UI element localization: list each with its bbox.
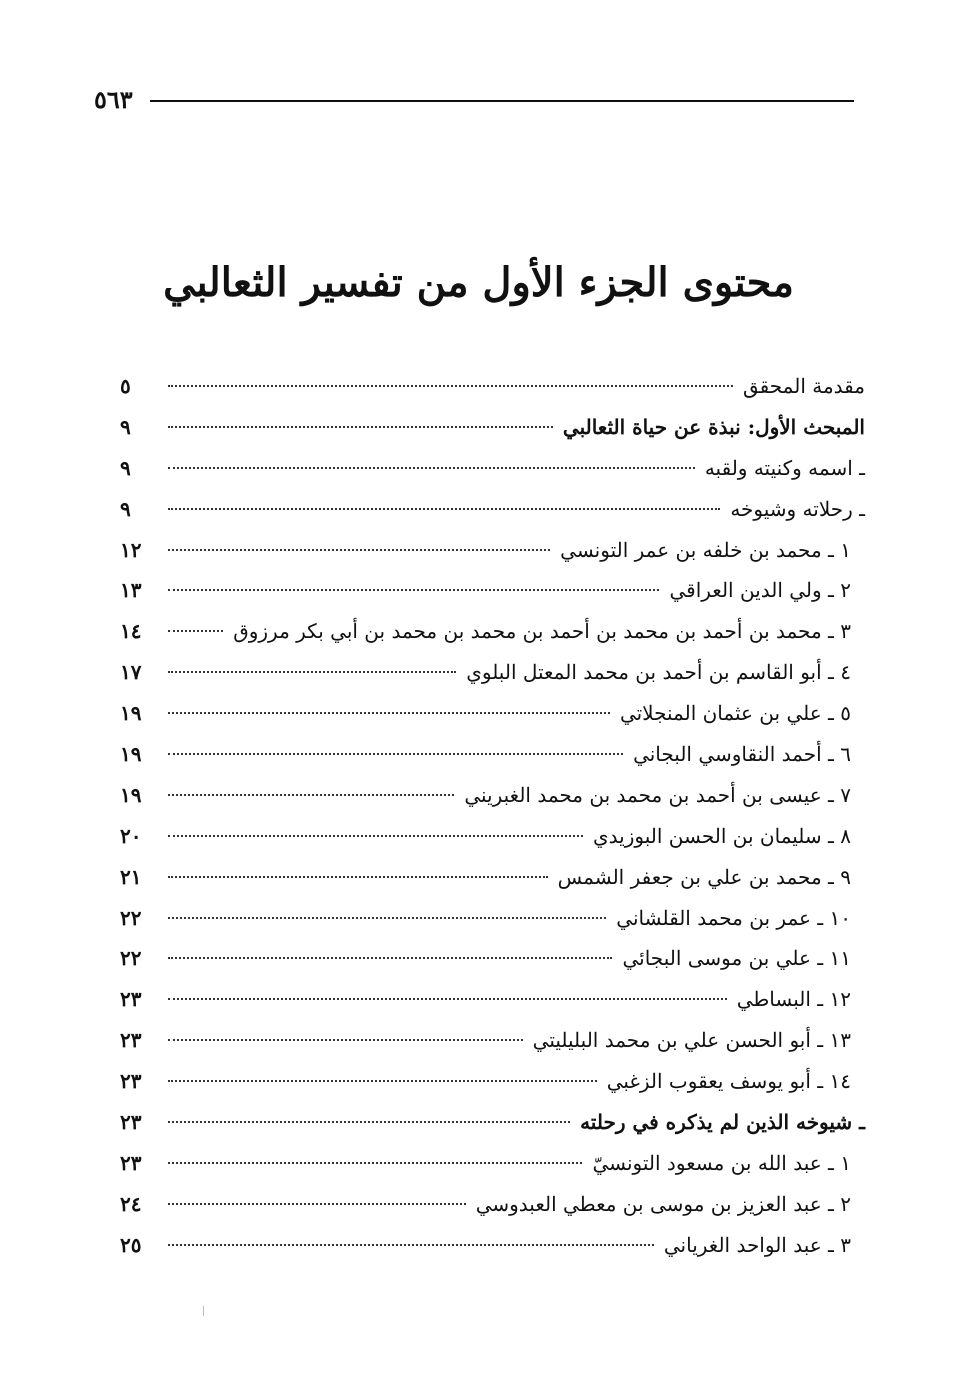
toc-entry-page: ١٩ [120, 701, 142, 726]
page-number: ٥٦٣ [94, 85, 133, 114]
toc-entry [120, 902, 865, 943]
toc-entry-title: ١ ـ عبد الله بن مسعود التونسيّ [592, 1150, 851, 1175]
toc-entry [120, 493, 865, 534]
toc-entry-title: ٥ ـ علي بن عثمان المنجلاتي [619, 701, 851, 726]
toc-entry-title: ٦ ـ أحمد النقاوسي البجاني [633, 742, 851, 767]
dot-leader [168, 794, 454, 796]
toc-entry-page: ٢٥ [120, 1232, 142, 1257]
toc-entry-title: ـ رحلاته وشيوخه [730, 496, 865, 521]
toc-entry-page: ١٤ [120, 619, 142, 644]
toc-entry-title: ١٢ ـ البساطي [736, 987, 851, 1012]
toc-entry-page: ١٣ [120, 578, 142, 603]
toc-entry [120, 411, 865, 452]
dot-leader [168, 1244, 654, 1246]
toc-entry [120, 1147, 865, 1188]
dot-leader [168, 876, 548, 878]
toc-entry [120, 370, 865, 411]
dot-leader [168, 467, 695, 469]
toc-entry [120, 738, 865, 779]
toc-entry [120, 1065, 865, 1106]
toc-entry-title: ١٤ ـ أبو يوسف يعقوب الزغبي [606, 1069, 851, 1094]
toc-entry [120, 1106, 865, 1147]
toc-entry-title: ١ ـ محمد بن خلفه بن عمر التونسي [560, 537, 851, 562]
toc-entry-page: ١٩ [120, 782, 142, 807]
toc-entry [120, 615, 865, 656]
toc-entry-page: ٩ [120, 455, 131, 480]
toc-entry [120, 1024, 865, 1065]
toc-entry-page: ٢٤ [120, 1191, 142, 1216]
toc-entry [120, 820, 865, 861]
page-title: محتوى الجزء الأول من تفسير الثعالبي [163, 259, 794, 306]
dot-leader [168, 426, 553, 428]
dot-leader [168, 630, 223, 632]
toc-entry-title: ٣ ـ محمد بن أحمد بن محمد بن أحمد بن محمد بن محمد بن أبي بكر مرزوق [233, 619, 851, 644]
toc-entry-title: مقدمة المحقق [742, 374, 865, 398]
scan-mark [203, 1306, 204, 1316]
toc-entry-page: ٥ [120, 374, 131, 398]
dot-leader [168, 1162, 582, 1164]
toc-entry-page: ٢٠ [120, 823, 142, 848]
header-rule [150, 100, 854, 102]
toc-entry [120, 861, 865, 902]
dot-leader [168, 1203, 466, 1205]
toc-entry-title: ٢ ـ ولي الدين العراقي [669, 578, 851, 603]
toc-entry-page: ١٢ [120, 537, 142, 562]
dot-leader [168, 1080, 597, 1082]
toc-entry-title: ١١ ـ علي بن موسى البجائي [622, 946, 851, 971]
dot-leader [168, 671, 456, 673]
toc-entry-page: ٢٣ [120, 987, 142, 1012]
toc-entry-title: ١٠ ـ عمر بن محمد القلشاني [616, 905, 851, 930]
toc-entry-page: ٢٣ [120, 1028, 142, 1053]
toc-entry-page: ١٩ [120, 742, 142, 767]
toc-entry-title: ـ شيوخه الذين لم يذكره في رحلته [580, 1110, 865, 1135]
dot-leader [168, 589, 659, 591]
toc-entry-title: المبحث الأول: نبذة عن حياة الثعالبي [562, 414, 865, 439]
toc-entry-title: ١٣ ـ أبو الحسن علي بن محمد البليليتي [532, 1028, 851, 1053]
toc-entry [120, 697, 865, 738]
toc-entry-title: ٢ ـ عبد العزيز بن موسى بن معطي العبدوسي [475, 1191, 851, 1216]
table-of-contents [120, 370, 865, 1270]
toc-entry-page: ٩ [120, 496, 131, 521]
toc-entry-title: ٩ ـ محمد بن علي بن جعفر الشمس [557, 864, 851, 889]
toc-entry-page: ١٧ [120, 660, 142, 685]
toc-entry-page: ٢٣ [120, 1110, 142, 1135]
toc-entry-title: ٨ ـ سليمان بن الحسن البوزيدي [593, 823, 851, 848]
toc-entry-title: ٤ ـ أبو القاسم بن أحمد بن محمد المعتل البلوي [466, 660, 851, 685]
dot-leader [168, 549, 550, 551]
toc-entry [120, 452, 865, 493]
toc-entry-title: ـ اسمه وكنيته ولقبه [704, 455, 865, 480]
toc-entry [120, 1229, 865, 1270]
toc-entry-page: ٩ [120, 414, 131, 439]
toc-entry [120, 779, 865, 820]
dot-leader [168, 1039, 523, 1041]
toc-entry [120, 983, 865, 1024]
dot-leader [168, 753, 623, 755]
toc-entry-page: ٢١ [120, 864, 142, 889]
toc-entry [120, 1188, 865, 1229]
toc-entry-page: ٢٣ [120, 1069, 142, 1094]
toc-entry-title: ٣ ـ عبد الواحد الغرياني [663, 1232, 851, 1257]
dot-leader [168, 1121, 570, 1123]
dot-leader [168, 508, 720, 510]
dot-leader [168, 712, 610, 714]
dot-leader [168, 835, 583, 837]
toc-entry-page: ٢٢ [120, 946, 142, 971]
dot-leader [168, 917, 606, 919]
toc-entry-page: ٢٢ [120, 905, 142, 930]
toc-entry [120, 942, 865, 983]
toc-entry [120, 534, 865, 575]
dot-leader [168, 998, 727, 1000]
toc-entry [120, 656, 865, 697]
dot-leader [168, 957, 612, 959]
toc-entry-page: ٢٣ [120, 1150, 142, 1175]
dot-leader [168, 385, 733, 387]
toc-entry-title: ٧ ـ عيسى بن أحمد بن محمد بن محمد الغبريني [464, 782, 851, 807]
toc-entry [120, 574, 865, 615]
